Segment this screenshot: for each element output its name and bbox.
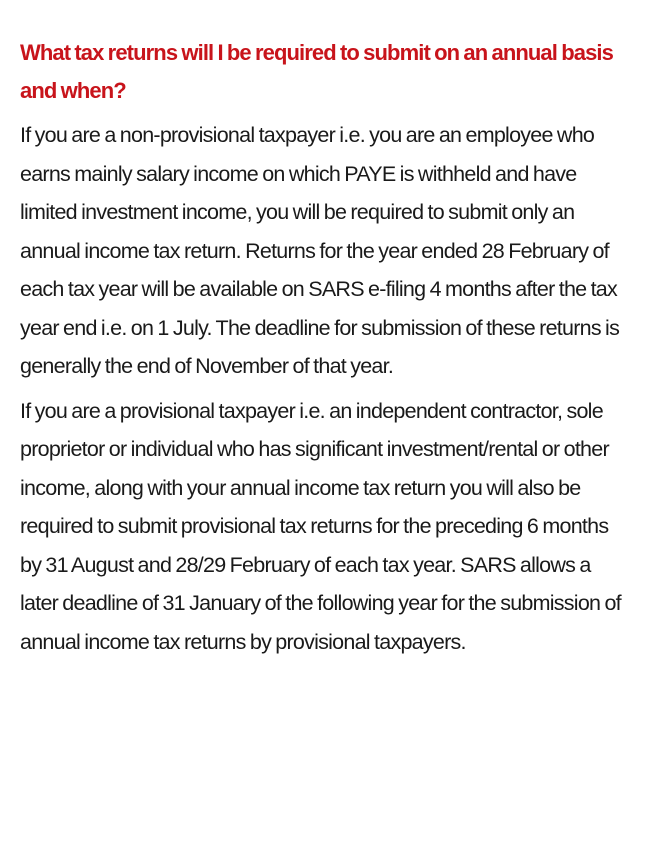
faq-question-heading: What tax returns will I be required to submit on an annual basis and when?	[20, 40, 613, 103]
faq-answer-paragraph-non-provisional: If you are a non-provisional taxpayer i.e. you are an employee who earns mainly salary income on which PAYE is withheld and have limited investment income, you will be required to submit only an annual income tax return. Returns for the year ended 28 February of each tax year will be available on SARS e-filing 4 months after the tax year end i.e. on 1 July. The deadline for submission of these returns is generally the end of November of that year.	[20, 123, 620, 378]
faq-answer-paragraph-provisional: If you are a provisional taxpayer i.e. an independent contractor, sole proprietor or individual who has significant investment/rental or other income, along with your annual income tax return you will also be required to submit provisional tax returns for the preceding 6 months by 31 August and 28/29 February of each tax year. SARS allows a later deadline of 31 January of the following year for the submission of annual income tax returns by provisional taxpayers.	[20, 398, 621, 654]
faq-block	[20, 34, 632, 667]
